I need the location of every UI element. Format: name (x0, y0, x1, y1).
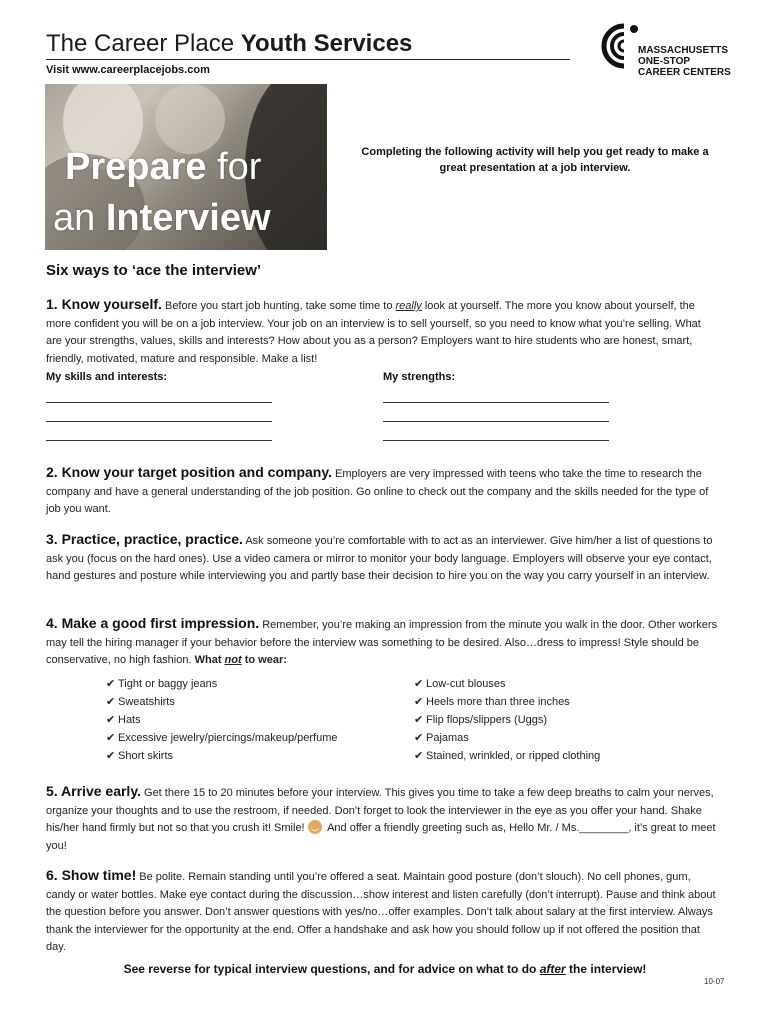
hero-image (45, 84, 327, 250)
check-icon: ✔ (106, 732, 116, 744)
title-bold: Youth Services (240, 30, 413, 57)
section-1-title: 1. Know yourself. (46, 296, 162, 312)
logo-line-1: MASSACHUSETTS (638, 45, 729, 56)
section-3: 3. Practice, practice, practice. Ask someone you’re comfortable with to act as an interviewer. Give him/her a list of questions to ask you (focus on the hard ones). Use a video camera or mirror to monitor your body language. Employers will observe your eye contact, hand gestures and posture while interviewing you and partly base their decision to hire you on the way you carry yourself in an interview. (46, 531, 713, 582)
list-item: ✔ Sweatshirts (106, 693, 337, 711)
page-title (46, 30, 412, 58)
list-item: ✔ Pajamas (414, 729, 600, 747)
section-1: 1. Know yourself. Before you start job hunting, take some time to really look at yourself. The more you know about yourself, the more confident you will be on a job interview. Your job on an interview is to sell yourself, so you need to know what you’re selling. What are your strengths, values, skills and interests? How about you as a person? Employers want to hire students who are honest, smart, friendly, motivated, mature and responsible. Make a list! (46, 296, 701, 365)
skills-blank-3[interactable] (46, 440, 272, 441)
title-light: The Career Place (46, 30, 235, 57)
emphasis-not: not (224, 654, 242, 666)
logo-text (638, 45, 731, 78)
section-3-title: 3. Practice, practice, practice. (46, 531, 243, 547)
section-4: 4. Make a good first impression. Remember, you’re making an impression from the minute you walk in the door. Other workers may tell the hiring manager if your behavior before the interview was something to be desired. Also…dress to impress! Style should be conservative, no high fashion. What not to wear: (46, 615, 718, 666)
intro-text: Completing the following activity will help you get ready to make a great presentation at a job interview. (361, 146, 709, 174)
section-5-title: 5. Arrive early. (46, 783, 141, 799)
arc-logo-icon (594, 20, 640, 72)
skills-blank-1[interactable] (46, 402, 272, 403)
check-icon: ✔ (414, 696, 424, 708)
footer-note: See reverse for typical interview questions, and for advice on what to do after the interview! (123, 962, 647, 976)
list-item: ✔ Short skirts (106, 747, 337, 765)
one-stop-logo (594, 20, 731, 80)
check-icon: ✔ (414, 714, 424, 726)
list-item: ✔ Heels more than three inches (414, 693, 600, 711)
list-item: ✔ Low-cut blouses (414, 675, 600, 693)
wear-list-right (414, 675, 600, 765)
hero-title-line-1: Prepare for (65, 146, 262, 188)
title-rule (46, 59, 570, 60)
wear-list-left (106, 675, 337, 765)
section-2-title: 2. Know your target position and company. (46, 464, 332, 480)
check-icon: ✔ (106, 750, 116, 762)
smiley-icon (308, 820, 322, 834)
check-icon: ✔ (106, 678, 116, 690)
list-item: ✔ Tight or baggy jeans (106, 675, 337, 693)
list-item: ✔ Flip flops/slippers (Uggs) (414, 711, 600, 729)
list-item: ✔ Excessive jewelry/piercings/makeup/perfume (106, 729, 337, 747)
section-heading: Six ways to ‘ace the interview’ (46, 262, 262, 279)
list-item: ✔ Stained, wrinkled, or ripped clothing (414, 747, 600, 765)
strengths-blank-3[interactable] (383, 440, 609, 441)
section-2: 2. Know your target position and company. Employers are very impressed with teens who take the time to research the company and have a general understanding of the job position. Go online to check out the company and the skills needed for the type of job you want. (46, 464, 709, 515)
section-6-title: 6. Show time! (46, 867, 137, 883)
logo-line-3: CAREER CENTERS (638, 67, 731, 78)
check-icon: ✔ (106, 714, 116, 726)
list-item: ✔ Hats (106, 711, 337, 729)
check-icon: ✔ (106, 696, 116, 708)
website-line: Visit www.careerplacejobs.com (46, 64, 210, 76)
emphasis-after: after (539, 962, 566, 976)
section-4-title: 4. Make a good first impression. (46, 615, 260, 631)
emphasis-really: really (395, 300, 422, 312)
strengths-blank-1[interactable] (383, 402, 609, 403)
section-5: 5. Arrive early. Get there 15 to 20 minutes before your interview. This gives you time to take a few deep breaths to calm your nerves, organize your thoughts and to use the restroom, if needed. Don’t forget to look the interviewer in the eye as you offer your hand. Shake his/her hand firmly but not so that you crush it! Smile! And offer a friendly greeting such as, Hello Mr. / Ms.________, it’s great to meet you! (46, 783, 716, 852)
strengths-blank-2[interactable] (383, 421, 609, 422)
hero-title-line-2: an Interview (53, 197, 271, 239)
check-icon: ✔ (414, 678, 424, 690)
section-6: 6. Show time! Be polite. Remain standing until you’re offered a seat. Maintain good posture (don’t slouch). No cell phones, gum, candy or water bottles. Make eye contact during the discussion…show interest and listen carefully (don’t interrupt). Pause and think about the question before you answer. Don’t answer questions with yes/no…offer examples. Don’t talk about salary at the first interview. Always thank the interviewer for the opportunity at the end. Offer a handshake and ask how you should follow up if not offered the position that day. (46, 867, 716, 953)
skills-blank-2[interactable] (46, 421, 272, 422)
strengths-label: My strengths: (383, 371, 456, 383)
skills-label: My skills and interests: (46, 371, 168, 383)
check-icon: ✔ (414, 750, 424, 762)
document-code: 10-07 (704, 977, 725, 986)
logo-line-2: ONE-STOP (638, 56, 691, 67)
check-icon: ✔ (414, 732, 424, 744)
